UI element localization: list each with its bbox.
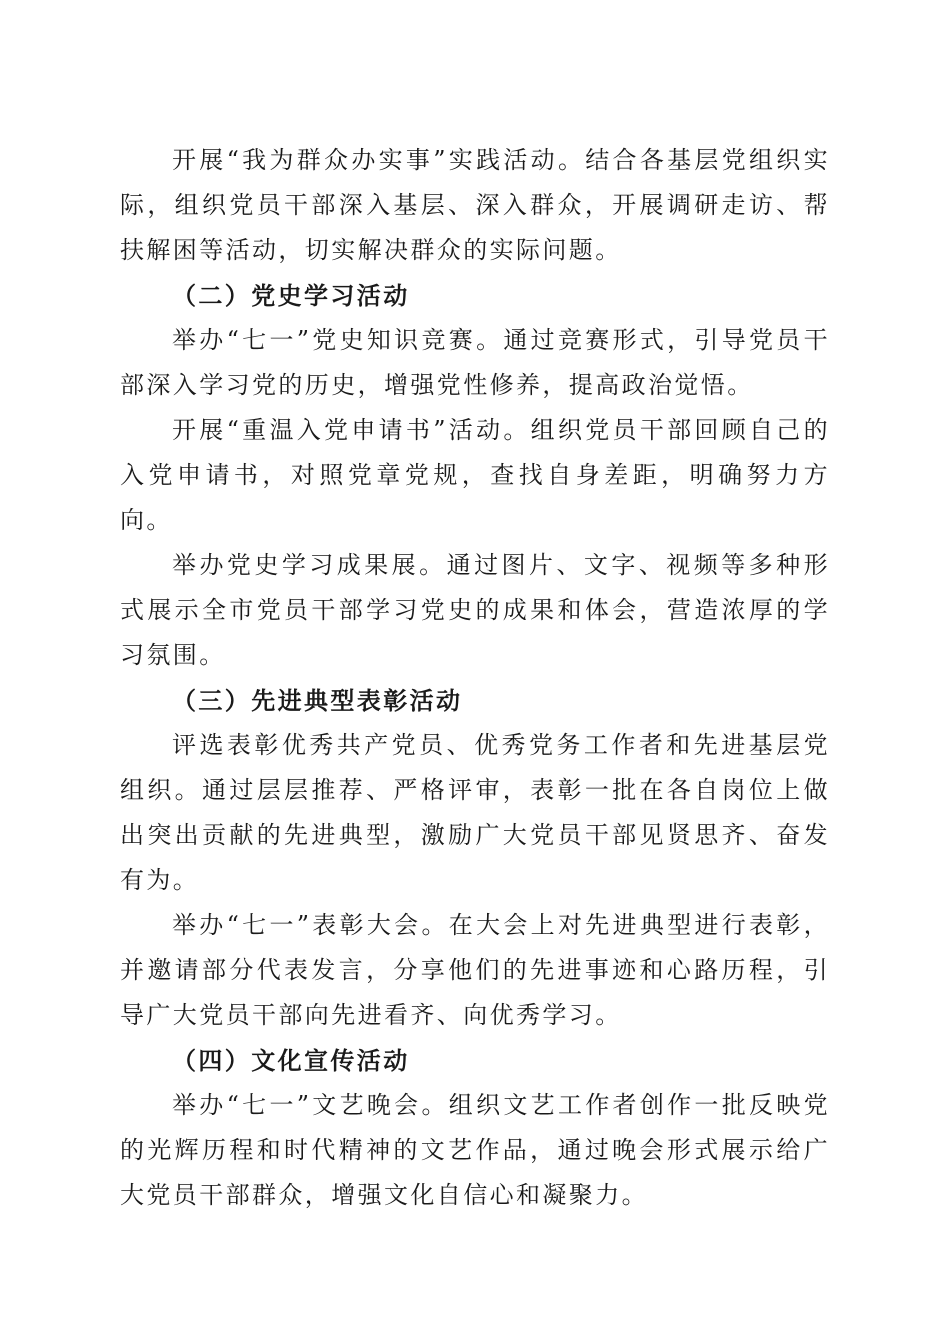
paragraph-study-exhibition: 举办党史学习成果展。通过图片、文字、视频等多种形式展示全市党员干部学习党史的成果和体会，营造浓厚的学习氛围。 bbox=[120, 551, 830, 669]
paragraph-art-gala: 举办“七一”文艺晚会。组织文艺工作者创作一批反映党的光辉历程和时代精神的文艺作品，通过晚会形式展示给广大党员干部群众，增强文化自信心和凝聚力。 bbox=[120, 1091, 830, 1209]
section-heading-culture: （四）文化宣传活动 bbox=[172, 1046, 410, 1075]
paragraph-commendation-meeting: 举办“七一”表彰大会。在大会上对先进典型进行表彰，并邀请部分代表发言，分享他们的先进事迹和心路历程，引导广大党员干部向先进看齐、向优秀学习。 bbox=[120, 911, 830, 1029]
paragraph-knowledge-contest: 举办“七一”党史知识竞赛。通过竞赛形式，引导党员干部深入学习党的历史，增强党性修养，提高政治觉悟。 bbox=[120, 326, 830, 399]
section-heading-commendation: （三）先进典型表彰活动 bbox=[172, 686, 463, 715]
paragraph-selection-awards: 评选表彰优秀共产党员、优秀党务工作者和先进基层党组织。通过层层推荐、严格评审，表彰一批在各自岗位上做出突出贡献的先进典型，激励广大党员干部见贤思齐、奋发有为。 bbox=[120, 731, 830, 894]
paragraph-application-review: 开展“重温入党申请书”活动。组织党员干部回顾自己的入党申请书，对照党章党规，查找自身差距，明确努力方向。 bbox=[120, 416, 830, 534]
section-heading-party-history: （二）党史学习活动 bbox=[172, 281, 410, 310]
paragraph-practice-activity: 开展“我为群众办实事”实践活动。结合各基层党组织实际，组织党员干部深入基层、深入群众，开展调研走访、帮扶解困等活动，切实解决群众的实际问题。 bbox=[120, 146, 830, 264]
document-body bbox=[120, 138, 830, 1218]
